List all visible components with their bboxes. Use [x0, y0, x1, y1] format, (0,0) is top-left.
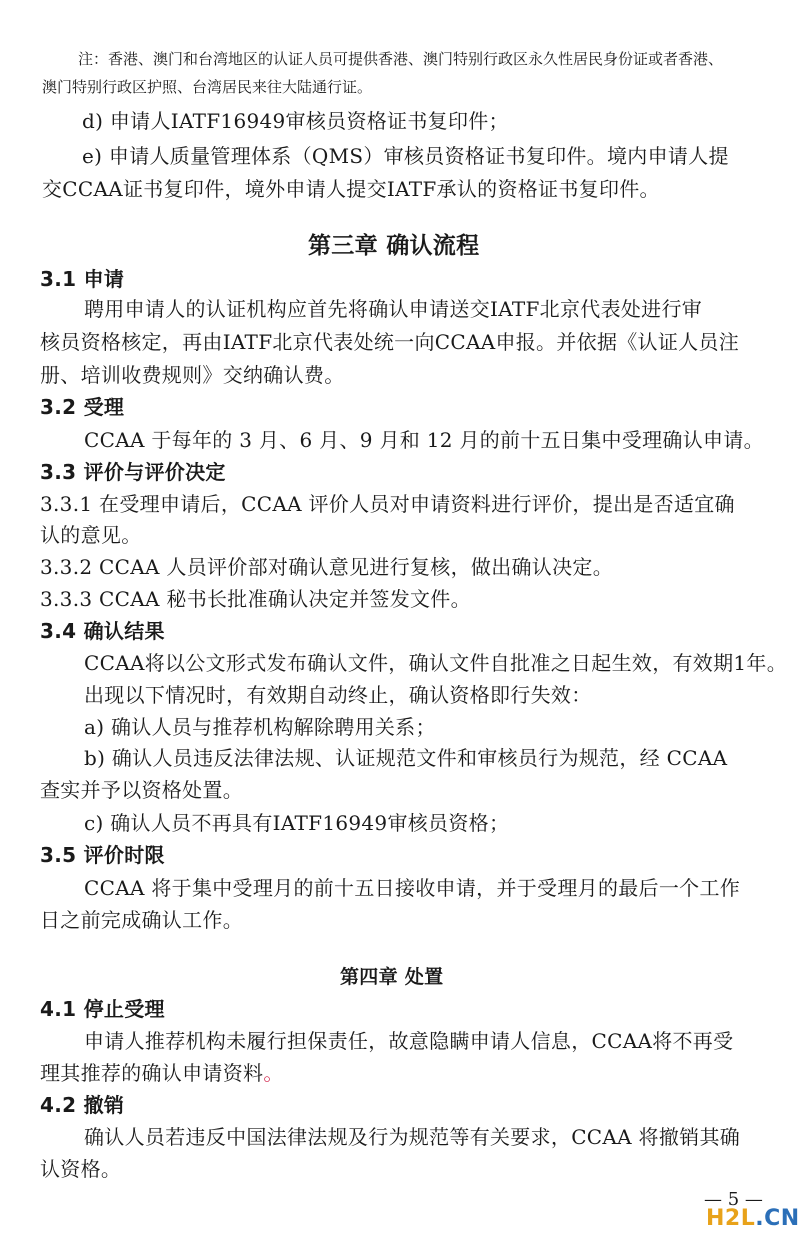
section-3-4-heading: 3.4 确认结果: [40, 619, 165, 643]
section-3-4-item-c: c) 确认人员不再具有IATF16949审核员资格；: [84, 811, 510, 835]
section-3-5-line-1: CCAA 将于集中受理月的前十五日接收申请，并于受理月的最后一个工作: [84, 876, 741, 900]
note-line-1: 注：香港、澳门和台湾地区的认证人员可提供香港、澳门特别行政区永久性居民身份证或者香港、: [78, 50, 724, 68]
chapter-4-title: 第四章 处置: [340, 966, 444, 988]
chapter-3-title: 第三章 确认流程: [308, 233, 480, 259]
section-3-2-line-1: CCAA 于每年的 3 月、6 月、9 月和 12 月的前十五日集中受理确认申请。: [84, 428, 764, 452]
section-4-2-line-1: 确认人员若违反中国法律法规及行为规范等有关要求，CCAA 将撤销其确: [84, 1125, 741, 1149]
section-3-4-item-b-line-1: b) 确认人员违反法律法规、认证规范文件和审核员行为规范，经 CCAA: [84, 746, 728, 770]
section-4-1-line-2: [40, 1058, 284, 1088]
section-4-2-line-2: 认资格。: [40, 1157, 122, 1181]
section-3-1-line-1: 聘用申请人的认证机构应首先将确认申请送交IATF北京代表处进行审: [84, 297, 703, 321]
section-3-5-heading: 3.5 评价时限: [40, 843, 165, 867]
section-3-3-heading: 3.3 评价与评价决定: [40, 460, 226, 484]
item-e-line-2: 交CCAA证书复印件，境外申请人提交IATF承认的资格证书复印件。: [42, 177, 660, 201]
page-number: — 5 —: [704, 1189, 763, 1210]
section-4-2-heading: 4.2 撤销: [40, 1093, 125, 1117]
section-3-3-1-line-2: 认的意见。: [40, 523, 142, 547]
section-3-2-heading: 3.2 受理: [40, 395, 125, 419]
section-3-3-1-line-1: 3.3.1 在受理申请后，CCAA 评价人员对申请资料进行评价，提出是否适宜确: [40, 492, 735, 516]
item-e-line-1: e) 申请人质量管理体系（QMS）审核员资格证书复印件。境内申请人提: [82, 144, 729, 168]
watermark-part-2: .CN: [755, 1206, 800, 1231]
section-3-3-3: 3.3.3 CCAA 秘书长批准确认决定并签发文件。: [40, 587, 471, 611]
section-4-1-line-2-text: 理其推荐的确认申请资料: [40, 1061, 264, 1085]
section-3-1-line-2: 核员资格核定，再由IATF北京代表处统一向CCAA申报。并依据《认证人员注: [40, 330, 740, 354]
section-3-3-2: 3.3.2 CCAA 人员评价部对确认意见进行复核，做出确认决定。: [40, 555, 613, 579]
section-3-4-item-a: a) 确认人员与推荐机构解除聘用关系；: [84, 715, 436, 739]
section-3-4-line-2: 出现以下情况时，有效期自动终止，确认资格即行失效：: [84, 683, 592, 707]
site-watermark: [706, 1206, 800, 1232]
section-3-5-line-2: 日之前完成确认工作。: [40, 908, 243, 932]
item-d: d) 申请人IATF16949审核员资格证书复印件；: [82, 109, 509, 133]
section-4-1-heading: 4.1 停止受理: [40, 997, 165, 1021]
section-3-1-line-3: 册、培训收费规则》交纳确认费。: [40, 363, 345, 387]
note-line-2: 澳门特别行政区护照、台湾居民来往大陆通行证。: [42, 78, 373, 96]
section-3-1-heading: 3.1 申请: [40, 267, 125, 291]
watermark-part-1: H2L: [706, 1206, 756, 1231]
section-3-4-item-b-line-2: 查实并予以资格处置。: [40, 778, 243, 802]
section-3-4-line-1: CCAA将以公文形式发布确认文件，确认文件自批准之日起生效，有效期1年。: [84, 651, 788, 675]
section-4-1-line-1: 申请人推荐机构未履行担保责任，故意隐瞒申请人信息，CCAA将不再受: [84, 1029, 734, 1053]
section-4-1-end-mark: 。: [263, 1061, 284, 1085]
